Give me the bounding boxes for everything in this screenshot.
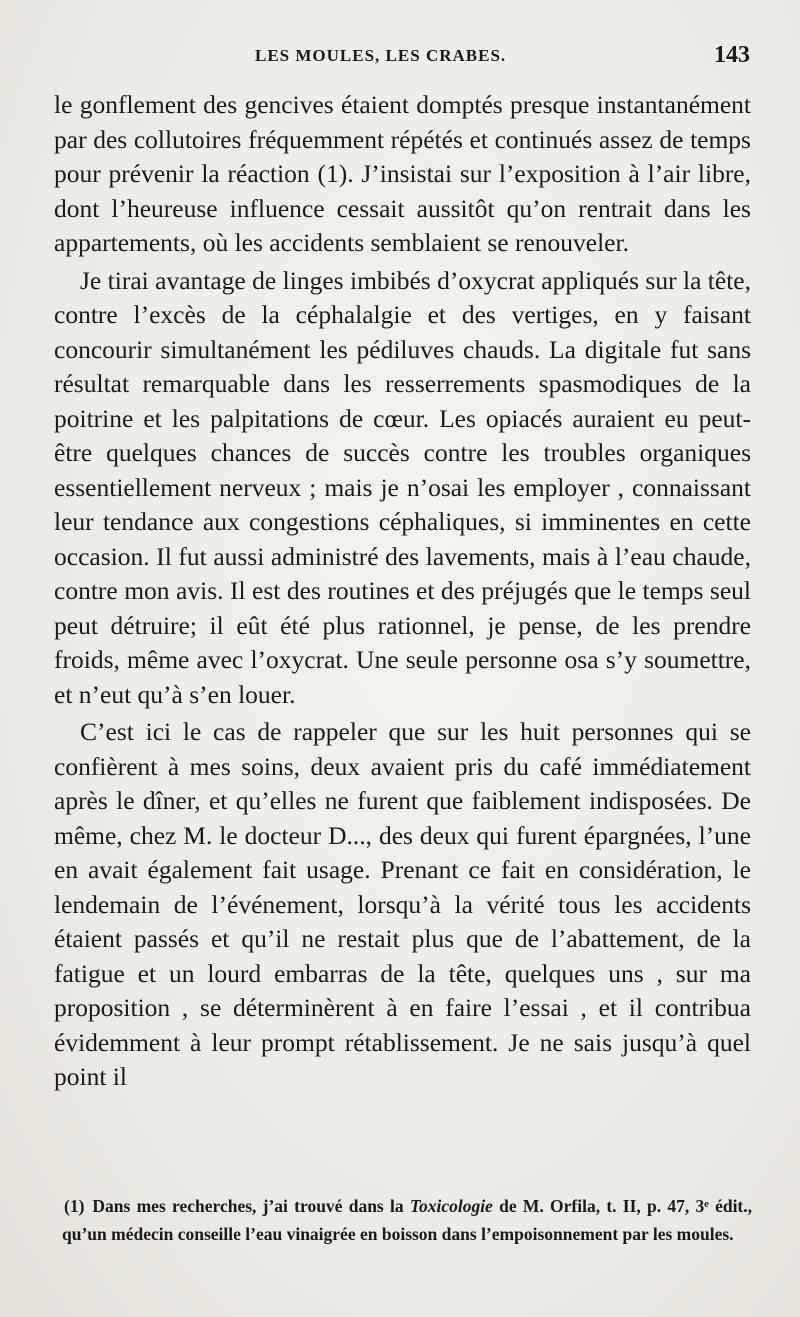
paragraph: le gonflement des gencives étaient domptés presque instantanément par des collutoires fréquemment répétés et continués assez de temps pour prévenir la réaction (1). J’insistai sur l’exposition à l’air libre, dont l’heureuse influence cessait aussitôt qu’on rentrait dans les appartements, où les accidents semblaient se renouveler. [54, 90, 751, 257]
paragraph: Je tirai avantage de linges imbibés d’oxycrat appliqués sur la tête, contre l’excès de la céphalalgie et des vertiges, en y faisant concourir simultanément les pédiluves chauds. La digitale fut sans résultat remarquable dans les resserrements spasmodiques de la poitrine et les palpitations de cœur. Les opiacés auraient eu peut-être quelques chances de succès contre les troubles organiques essentiellement nerveux ; mais je n’osai les employer , connaissant leur tendance aux congestions céphaliques, si imminentes en cette occasion. Il fut aussi administré des lavements, mais à l’eau chaude, contre mon avis. Il est des routines et des préjugés que le temps seul peut détruire; il eût été plus rationnel, je pense, de les prendre froids, même avec l’oxycrat. Une seule personne osa s’y soumettre, et n’eut qu’à s’en louer. [54, 265, 751, 709]
footnote [62, 1193, 752, 1248]
footnote-cited-title: Toxicologie [409, 1196, 493, 1216]
body-text [54, 88, 751, 1095]
page-number: 143 [714, 42, 750, 68]
page-header [60, 42, 750, 72]
running-head: LES MOULES, LES CRABES. [255, 46, 507, 65]
footnote-number: (1) [64, 1196, 85, 1216]
footnote-text-before: Dans mes recherches, j’ai trouvé dans la [92, 1196, 404, 1216]
paragraph: C’est ici le cas de rappeler que sur les huit personnes qui se confièrent à mes soins, deux avaient pris du café immédiatement après le dîner, et qu’elles ne furent que faiblement indisposées. De même, chez M. le docteur D..., des deux qui furent épargnées, l’une en avait également fait usage. Prenant ce fait en considération, le lendemain de l’événement, lorsqu’à la vérité tous les accidents étaient passés et qu’il ne restait plus que de l’abattement, de la fatigue et un lourd embarras de la tête, quelques uns , sur ma proposition , se déterminèrent à en faire l’essai , et il contribua évidemment à leur prompt rétablissement. Je ne sais jusqu’à quel point il [54, 717, 751, 1091]
footnote-text-after: de M. Orfila, t. II, p. 47, 3ᵉ édit., qu’un médecin conseille l’eau vinaigrée en boisson dans l’empoisonnement par les moules. [62, 1196, 753, 1244]
